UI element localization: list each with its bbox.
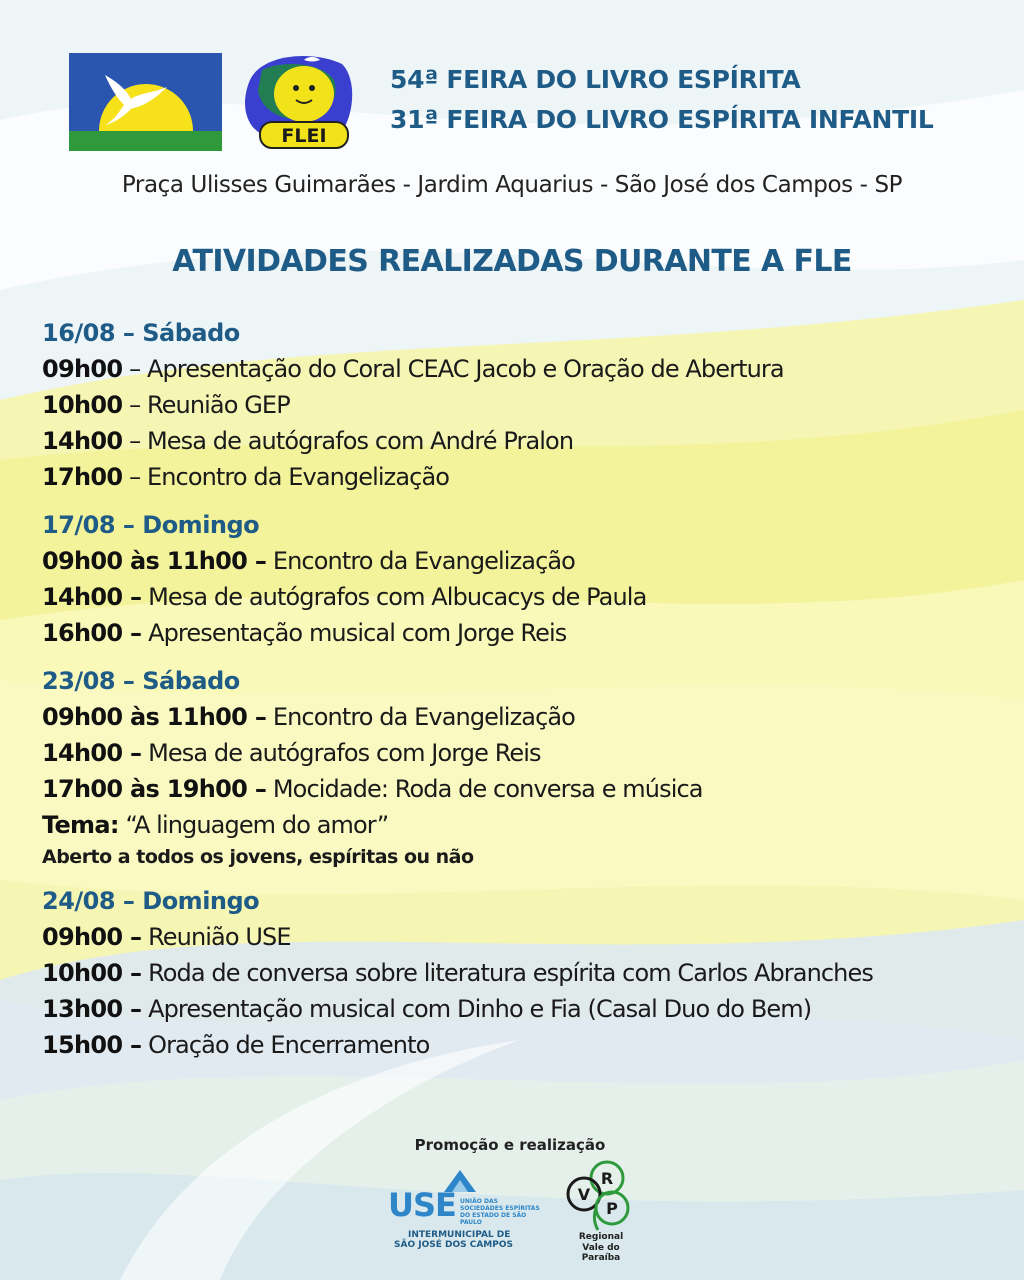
schedule-row: [42, 387, 1002, 423]
schedule-row: [42, 543, 1002, 579]
promo-label: Promoção e realização: [414, 1136, 606, 1154]
schedule-row: [42, 735, 1002, 771]
schedule-row: [42, 771, 1002, 807]
schedule-row: [42, 459, 1002, 495]
schedule-text: Apresentação do Coral CEAC Jacob e Oração de Abertura: [146, 355, 784, 383]
use-logo-sub2: SÃO JOSÉ DOS CAMPOS: [394, 1240, 513, 1250]
schedule-row: [42, 1027, 1002, 1063]
schedule-time: 14h00: [42, 427, 123, 455]
day-heading: 23/08 – Sábado: [42, 667, 240, 695]
use-logo-sub1: INTERMUNICIPAL DE: [408, 1230, 511, 1240]
schedule-sep: [266, 775, 273, 803]
schedule-time: 10h00 –: [42, 959, 142, 987]
schedule-row: [42, 919, 1002, 955]
location-text: Praça Ulisses Guimarães - Jardim Aquarius - São José dos Campos - SP: [121, 172, 903, 198]
schedule-text: Apresentação musical com Dinho e Fia (Casal Duo do Bem): [148, 995, 812, 1023]
schedule-time: 15h00 –: [42, 1031, 142, 1059]
use-logo: [388, 1168, 538, 1252]
schedule-note: Aberto a todos os jovens, espíritas ou não: [42, 846, 474, 868]
schedule-sep: [119, 811, 126, 839]
schedule-row: [42, 955, 1002, 991]
schedule-row: [42, 351, 1002, 387]
schedule-time: 13h00 –: [42, 995, 142, 1023]
schedule-time: 09h00 às 11h00 –: [42, 703, 267, 731]
schedule-text: Mesa de autógrafos com André Pralon: [146, 427, 574, 455]
schedule-text: Roda de conversa sobre literatura espírita com Carlos Abranches: [148, 959, 873, 987]
schedule-time: 16h00 –: [42, 619, 142, 647]
schedule-sep: –: [122, 427, 147, 455]
flei-logo: [242, 50, 358, 154]
schedule-row: [42, 991, 1002, 1027]
schedule-day: [42, 884, 1002, 1063]
schedule: [42, 316, 1002, 1076]
schedule-sep: –: [122, 391, 147, 419]
schedule-row: [42, 807, 1002, 843]
title-line-2: 31ª FEIRA DO LIVRO ESPÍRITA INFANTIL: [390, 105, 934, 134]
schedule-time: 17h00: [42, 463, 123, 491]
schedule-row: [42, 699, 1002, 735]
vrp-letter-v: V: [577, 1185, 591, 1204]
schedule-text: “A linguagem do amor”: [125, 811, 389, 839]
day-heading: 24/08 – Domingo: [42, 887, 260, 915]
schedule-text: Mesa de autógrafos com Jorge Reis: [148, 739, 541, 767]
schedule-row: [42, 579, 1002, 615]
vrp-clover-icon: [562, 1158, 640, 1232]
schedule-time: 17h00 às 19h00 –: [42, 775, 267, 803]
schedule-time: 14h00 –: [42, 583, 142, 611]
schedule-text: Encontro da Evangelização: [146, 463, 450, 491]
schedule-sep: [266, 703, 273, 731]
flag-logo: [69, 53, 222, 151]
vrp-logo: [562, 1158, 640, 1263]
day-heading: 16/08 – Sábado: [42, 319, 240, 347]
schedule-text: Encontro da Evangelização: [272, 703, 575, 731]
schedule-time: 09h00 às 11h00 –: [42, 547, 267, 575]
schedule-text: Encontro da Evangelização: [272, 547, 575, 575]
schedule-text: Mocidade: Roda de conversa e música: [272, 775, 703, 803]
use-logo-text: USE: [388, 1186, 456, 1224]
schedule-sep: [266, 547, 273, 575]
schedule-text: Oração de Encerramento: [148, 1031, 430, 1059]
schedule-row: [42, 423, 1002, 459]
schedule-time: 09h00 –: [42, 923, 142, 951]
schedule-day: [42, 316, 1002, 495]
day-heading: 17/08 – Domingo: [42, 511, 260, 539]
schedule-sep: –: [122, 355, 147, 383]
schedule-sep: –: [122, 463, 147, 491]
schedule-text: Apresentação musical com Jorge Reis: [148, 619, 567, 647]
schedule-row: [42, 615, 1002, 651]
vrp-letter-p: P: [606, 1199, 618, 1218]
vrp-letter-r: R: [600, 1169, 614, 1188]
use-logo-small-text: UNIÃO DAS SOCIEDADES ESPÍRITAS DO ESTADO DE SÃO PAULO: [460, 1198, 540, 1226]
schedule-time: 14h00 –: [42, 739, 142, 767]
title-line-1: 54ª FEIRA DO LIVRO ESPÍRITA: [390, 65, 801, 94]
vrp-logo-sub2: Vale do Paraíba: [581, 1243, 621, 1263]
schedule-time: Tema:: [42, 811, 119, 839]
schedule-text: Mesa de autógrafos com Albucacys de Paula: [148, 583, 647, 611]
schedule-day: [42, 508, 1002, 651]
schedule-time: 10h00: [42, 391, 123, 419]
schedule-text: Reunião USE: [148, 923, 291, 951]
flei-logo-text: FLEI: [281, 125, 327, 147]
schedule-day: [42, 664, 1002, 871]
schedule-text: Reunião GEP: [146, 391, 290, 419]
vrp-logo-sub1: Regional: [578, 1232, 624, 1242]
schedule-time: 09h00: [42, 355, 123, 383]
page-heading: ATIVIDADES REALIZADAS DURANTE A FLE: [172, 244, 852, 279]
